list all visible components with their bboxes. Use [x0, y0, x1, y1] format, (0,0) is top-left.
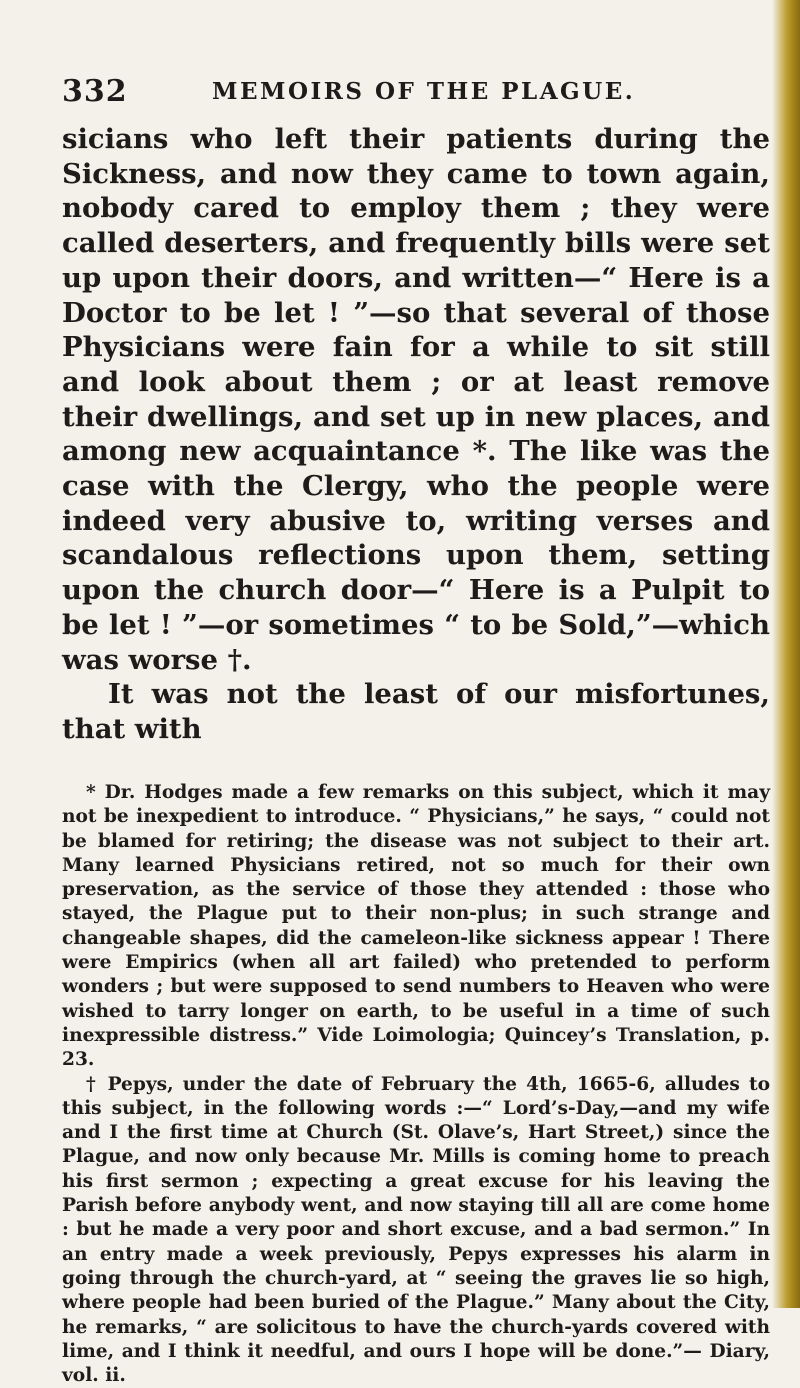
- running-title: MEMOIRS OF THE PLAGUE.: [212, 78, 636, 105]
- footnotes: [62, 781, 770, 1388]
- page-header: [62, 74, 762, 114]
- body-paragraph-1: sicians who left their patients during the Sickness, and now they came to town again, nobody cared to employ them ; they were called deserters, and frequently bills were set up upon their doors, and written—“ Here is a Doctor to be let ! ”—so that several of those Physicians were fain for a while to sit still and look about them ; or at least remove their dwellings, and set up in new places, and among new acquaintance *. The like was the case with the Clergy, who the people were indeed very abusive to, writing verses and scandalous reflections upon them, setting upon the church door—“ Here is a Pulpit to be let ! ”—or sometimes “ to be Sold,”—which was worse †.: [62, 123, 770, 676]
- footnote-2: † Pepys, under the date of February the 4th, 1665-6, alludes to this subject, in the following words :—“ Lord’s-Day,—and my wife and I the first time at Church (St. Olave’s, Hart Street,) since the Plague, and now only because Mr. Mills is coming home to preach his first sermon ; expecting a great excuse for his leaving the Parish before anybody went, and now staying till all are come home : but he made a very poor and short excuse, and a bad sermon.” In an entry made a week previously, Pepys expresses his alarm in going through the church-yard, at “ seeing the graves lie so high, where people had been buried of the Plague.” Many about the City, he remarks, “ are solicitous to have the church-yards covered with lime, and I think it needful, and ours I hope will be done.”— Diary, vol. ii.: [62, 1073, 770, 1387]
- gilt-page-edge: [772, 0, 800, 1308]
- main-text: [62, 122, 770, 747]
- page-number: 332: [62, 74, 128, 109]
- body-paragraph-2: It was not the least of our misfortunes, that with: [62, 678, 770, 745]
- footnote-1: * Dr. Hodges made a few remarks on this subject, which it may not be inexpedient to introduce. “ Physicians,” he says, “ could not be blamed for retiring; the disease was not subject to their art. Many learned Physicians retired, not so much for their own preservation, as the service of those they attended : those who stayed, the Plague put to their non-plus; in such strange and changeable shapes, did the cameleon-like sickness appear ! There were Empirics (when all art failed) who pretended to perform wonders ; but were supposed to send numbers to Heaven who were wished to tarry longer on earth, to be useful in a time of such inexpressible distress.” Vide Loimologia; Quincey’s Translation, p. 23.: [62, 782, 770, 1071]
